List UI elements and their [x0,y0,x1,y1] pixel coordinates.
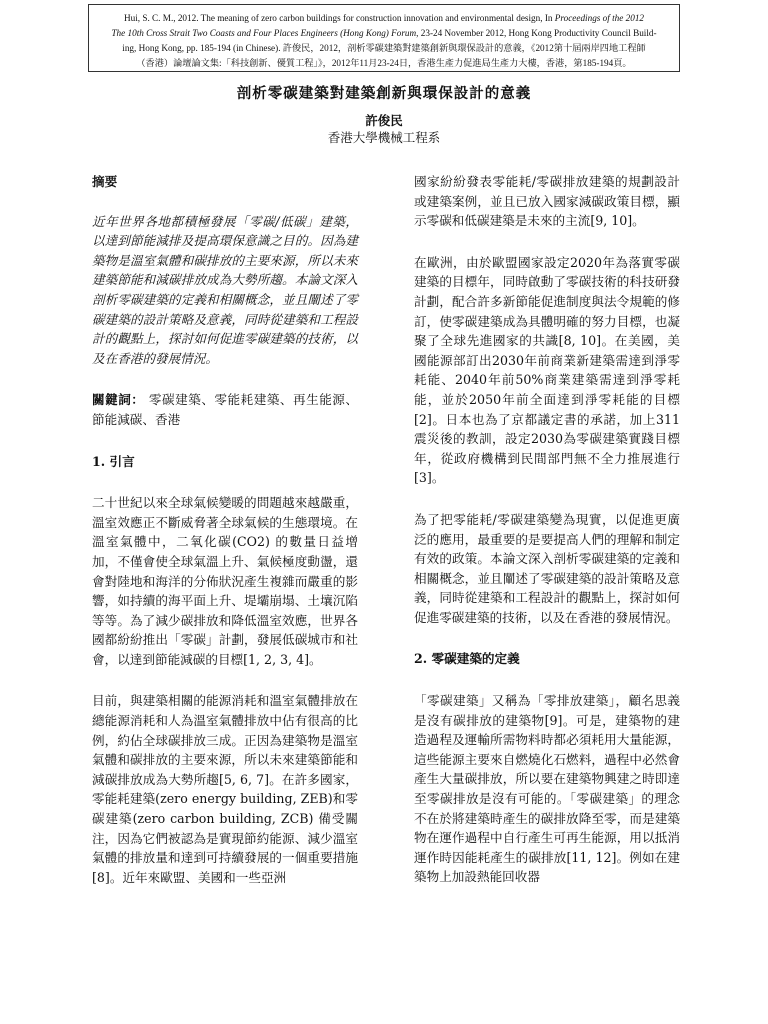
keywords-label: 關鍵詞： [92,392,145,408]
citation-proceedings: Proceedings of the 2012 [554,13,645,23]
citation-line-2: , 23-24 November 2012, Hong Kong Productivity Council Build- [416,28,657,38]
abstract-text: 近年世界各地都積極發展「零碳/低碳」建築，以達到節能減排及提高環保意識之目的。因為建築物是溫室氣體和碳排放的主要來源，所以未來建築節能和減碳排放成為大勢所趨。本論文深入剖析零碳建築的定義和相關概念，並且闡述了零碳建築的設計策略及意義，同時從建築和工程設計的觀點上，探討如何促進零碳建築的技術，以及在香港的發展情況。 [92,213,358,366]
section-2-paragraph-1: 「零碳建築」又稱為「零排放建築」，顧名思義是沒有碳排放的建築物[9]。可是，建築物的建造過程及運輸所需物料時都必須耗用大量能源，這些能源主要來自燃燒化石燃料，過程中必然會產生大量碳排放，所以要在建築物興建之時即達至零碳排放是沒有可能的。「零碳建築」的理念不在於將建築時產生的碳排放降至零，而是建築物在運作過程中自行產生可再生能源，用以抵消運作時因能耗產生的碳排放[11, 12]。例如在建築物上加設熱能回收器 [414,693,680,885]
author-name: 許俊民 [365,113,403,128]
citation-box [88,4,680,72]
section-1-paragraph-2: 目前，與建築相關的能源消耗和溫室氣體排放在總能源消耗和人為溫室氣體排放中佔有很高的比例，約佔全球碳排放三成。正因為建築物是溫室氣體和碳排放的主要來源，所以未來建築節能和減碳排放成為大勢所趨[5, 6, 7]。在許多國家，零能耗建築(zero energy building, ZEB)和零碳建築(zero carbon building, ZCB) 備受關注，因為它們被認為是實現節約能源、減少溫室氣體的排放量和達到可持續發展的一個重要措施[8]。近年來歐盟、美國和一些亞洲 [92,693,358,885]
citation-line-4: （香港）論壇論文集:「科技創新、優質工程」》，2012年11月23-24日，香港生產力促進局生產力大樓，香港，第185-194頁。 [136,58,632,68]
citation-line-1: Hui, S. C. M., 2012. The meaning of zero carbon buildings for construction innovation and environmental design, In [123,13,553,23]
left-column [92,172,358,887]
section-1-heading: 1. 引言 [92,453,135,469]
keywords [92,390,358,429]
abstract-heading: 摘要 [92,174,118,189]
citation-line-3: ing, Hong Kong, pp. 185-194 (in Chinese). 許俊民，2012，剖析零碳建築對建築創新與環保設計的意義，《2012第十屆兩岸四地工程師 [122,43,646,53]
section-2-heading: 2. 零碳建築的定義 [414,651,520,667]
section-1-paragraph-1: 二十世紀以來全球氣候變暖的問題越來越嚴重，溫室效應正不斷威脅著全球氣候的生態環境。在溫室氣體中，二氧化碳(CO2) 的數量日益增加，不僅會使全球氣溫上升、氣候極度動盪，還會對陸地和海洋的分佈狀況產生複雜而嚴重的影響，如持續的海平面上升、堤壩崩塌、土壤沉陷等等。為了減少碳排放和降低溫室效應，世界各國都紛紛推出「零碳」計劃，發展低碳城市和社會，以達到節能減碳的目標[1, 2, 3, 4]。 [92,495,358,667]
citation-forum: The 10th Cross Strait Two Coasts and Four Places Engineers (Hong Kong) Forum [111,28,417,38]
paper-title: 剖析零碳建築對建築創新與環保設計的意義 [236,85,532,102]
section-1-paragraph-4: 在歐洲，由於歐盟國家設定2020年為落實零碳建築的目標年，同時啟動了零碳技術的科技研發計劃，配合許多新節能促進制度與法令規範的修訂，使零碳建築成為具體明確的努力目標，也凝聚了全球先進國家的共識[8, 10]。在美國，美國能源部訂出2030年前商業新建築需達到淨零耗能、2040年前50%商業建築需達到淨零耗能，並於2050年前全面達到淨零耗能的目標[2]。日本也為了京都議定書的承諾，加上311震災後的教訓，設定2030為零碳建築實踐目標年，從政府機構到民間部門無不全力推展進行[3]。 [414,254,680,486]
section-1-paragraph-5: 為了把零能耗/零碳建築變為現實，以促進更廣泛的應用，最重要的是要提高人們的理解和制定有效的政策。本論文深入剖析零碳建築的定義和相關概念，並且闡述了零碳建築的設計策略及意義，同時從建築和工程設計的觀點上，探討如何促進零碳建築的技術，以及在香港的發展情況。 [414,511,680,625]
section-1-paragraph-3: 國家紛紛發表零能耗/零碳排放建築的規劃設計或建築案例，並且已放入國家減碳政策目標，顯示零碳和低碳建築是未來的主流[9, 10]。 [414,174,680,229]
right-column [414,172,680,887]
author-affiliation: 香港大學機械工程系 [327,130,441,145]
keywords-text: 零碳建築、零能耗建築、再生能源、節能減碳、香港 [92,392,359,427]
